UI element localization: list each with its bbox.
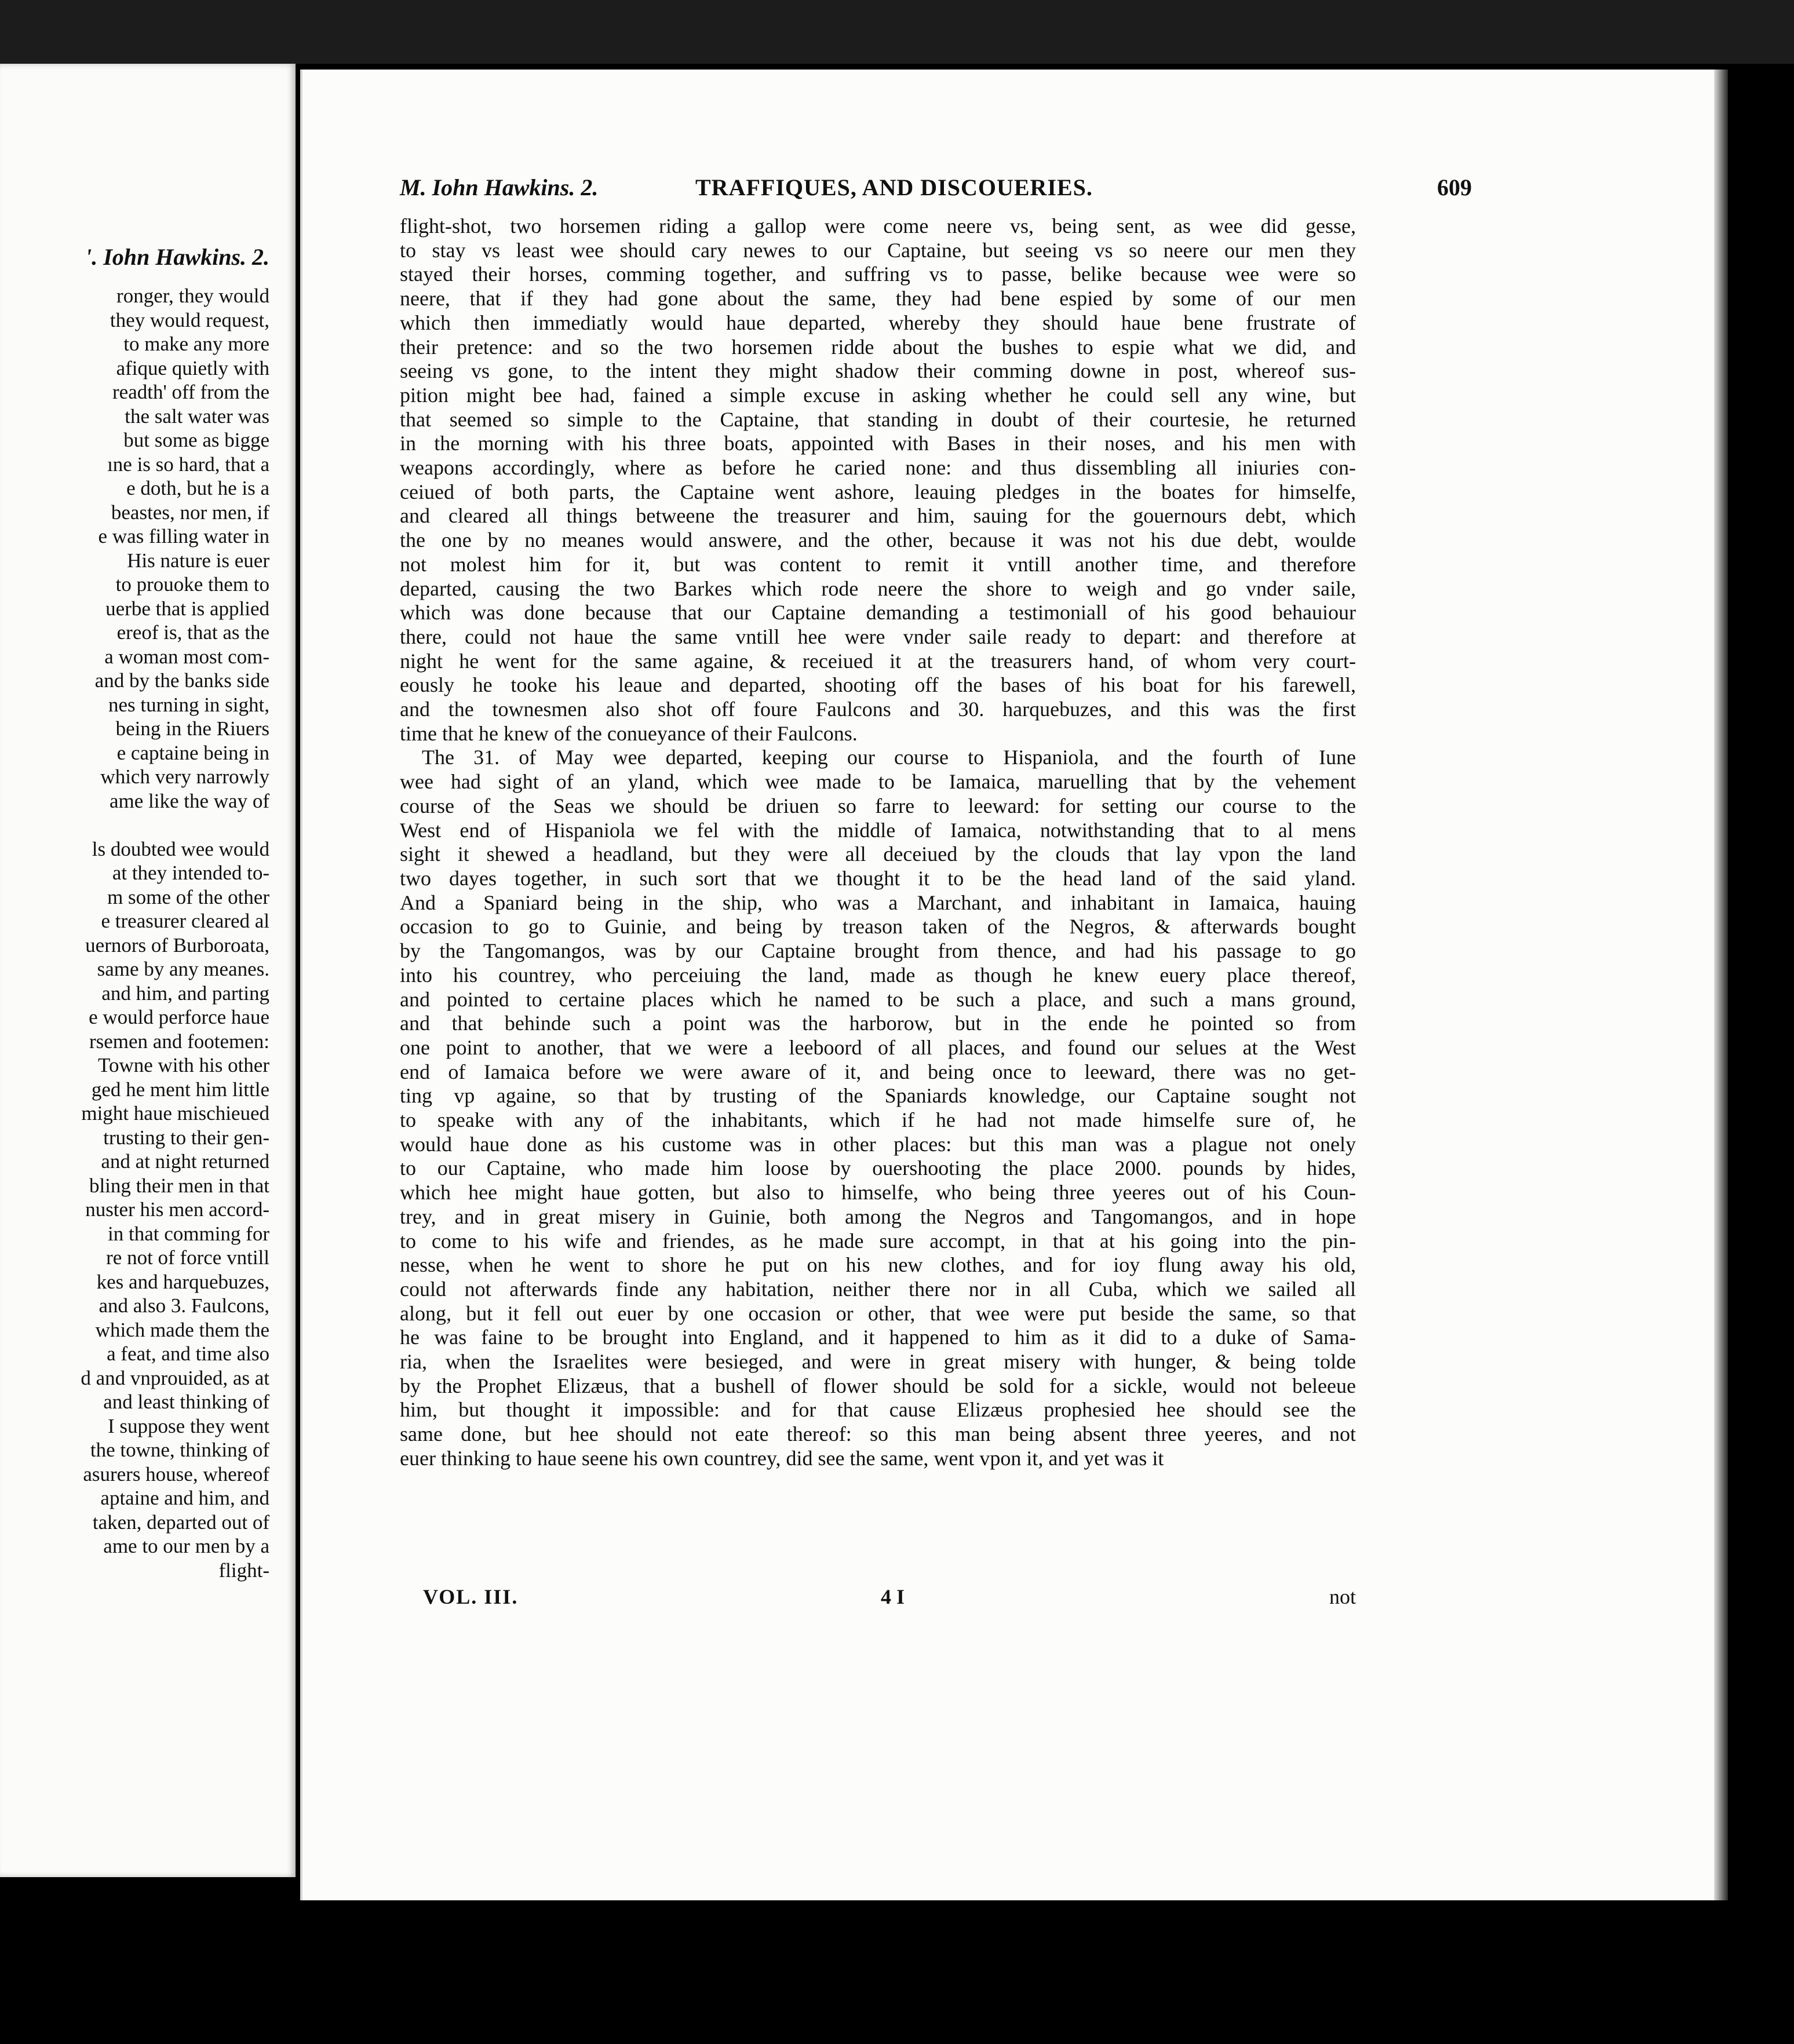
page-edge-shadow [1714,70,1728,1900]
left-text-line: ereof is, that as the [116,621,269,644]
text-line: and the townesmen also shot off foure Faulcons and 30. harquebuzes, and this was the first [400,698,1356,721]
text-line: stayed their horses, comming together, and suffring vs to passe, belike because wee were so [400,262,1356,286]
text-line: their pretence: and so the two horsemen ridde about the bushes to espie what we did, and [400,335,1356,359]
left-page [0,64,296,1877]
left-text-line: and at night returned [101,1150,269,1173]
left-page-text [0,284,269,1582]
text-line: there, could not haue the same vntill hee were vnder saile ready to depart: and therefore at [400,625,1356,648]
text-line: which hee might haue gotten, but also to himselfe, who being three yeeres out of his Coun- [400,1181,1356,1204]
text-line: pition might bee had, fained a simple excuse in asking whether he could sell any wine, but [400,383,1356,407]
text-line: by the Tangomangos, was by our Captaine brought from thence, and had his passage to go [400,939,1356,963]
text-line: to stay vs least wee should cary newes to our Captaine, but seeing vs so neere our men they [400,238,1356,262]
text-line: and that behinde such a point was the harborow, but in the ende he pointed so from [400,1012,1356,1035]
text-line: seeing vs gone, to the intent they might shadow their comming downe in post, whereof sus- [400,359,1356,383]
text-line: ting vp againe, so that by trusting of the Spaniards knowledge, our Captaine sought not [400,1084,1356,1108]
text-line: and pointed to certaine places which he named to be such a place, and such a mans ground, [400,987,1356,1011]
running-head-title: TRAFFIQUES, AND DISCOUERIES. [695,174,1093,200]
scan-border-top [0,0,1794,64]
left-text-line: the towne, thinking of [90,1439,269,1461]
text-line: him, but thought it impossible: and for that cause Elizæus prophesied hee should see the [400,1398,1356,1422]
left-text-line: ame like the way of [109,789,269,812]
left-text-line: ıne is so hard, that a [107,452,269,476]
text-line: flight-shot, two horsemen riding a gallop were come neere vs, being sent, as wee did gesse, [400,214,1356,238]
left-text-line: might haue mischieued [81,1102,269,1125]
text-line: the one by no meanes would answere, and the other, because it was not his due debt, woulde [400,528,1356,552]
text-line: same done, but hee should not eate thereof: so this man being absent three yeeres, and not [400,1422,1356,1446]
left-text-line: the salt water was [125,404,269,428]
text-line: The 31. of May wee departed, keeping our course to Hispaniola, and the fourth of Iune [422,746,1356,769]
left-text-line: ged he ment him little [91,1078,269,1101]
text-line: night he went for the same againe, & receiued it at the treasurers hand, of whom very court- [400,649,1356,673]
text-line: ria, when the Israelites were besieged, and were in great misery with hunger, & being tolde [400,1350,1356,1374]
left-text-line: rsemen and footemen: [89,1030,269,1053]
left-text-line: a feat, and time also [107,1342,269,1365]
text-line: to come to his wife and friendes, as he made sure accompt, in that at his going into the pin- [400,1229,1356,1253]
left-text-line: nuster his men accord- [85,1198,269,1221]
left-text-line: a woman most com- [104,645,269,668]
left-text-line: and also 3. Faulcons, [99,1294,269,1317]
text-line: course of the Seas we should be driuen so farre to leeward: for setting our course to the [400,794,1356,817]
left-text-line: to prouoke them to [115,573,269,596]
left-text-line: e treasurer cleared al [101,910,269,932]
text-line: wee had sight of an yland, which wee made to be Iamaica, maruelling that by the vehement [400,770,1356,794]
running-head-author: M. Iohn Hawkins. 2. [400,174,599,200]
text-line: weapons accordingly, where as before he caried none: and thus dissembling all iniuries con- [400,456,1356,480]
text-line: one point to another, that we were a leeboord of all places, and found our selues at the West [400,1035,1356,1059]
text-line: not molest him for it, but was content to remit it vntill another time, and therefore [400,552,1356,576]
text-line: two dayes together, in such sort that we thought it to be the head land of the said yland. [400,866,1356,890]
text-line: nesse, when he went to shore he put on his new clothes, and for ioy flung away his old, [400,1253,1356,1277]
text-line: along, but it fell out euer by one occasion or other, that wee were put beside the same, so that [400,1301,1356,1325]
text-line: neere, that if they had gone about the same, they had bene espied by some of our men [400,287,1356,311]
left-text-line: kes and harquebuzes, [96,1270,269,1293]
text-line: to our Captaine, who made him loose by ouershooting the place 2000. pounds by hides, [400,1156,1356,1180]
text-line: eously he tooke his leaue and departed, shooting off the bases of his boat for his farewell, [400,673,1356,697]
left-text-line: bling their men in that [89,1174,269,1197]
left-text-line: being in the Riuers [115,717,269,740]
left-text-line [0,813,269,837]
text-line: would haue done as his custome was in other places: but this man was a plague not onely [400,1132,1356,1156]
text-line: into his countrey, who perceiuing the land, made as though he knew euery place thereof, [400,963,1356,987]
text-line: euer thinking to haue seene his own countrey, did see the same, went vpon it, and yet was it [400,1446,1164,1470]
text-line: he was faine to be brought into England, and it happened to him as it did to a duke of Sama- [400,1326,1356,1349]
left-text-line: e captaine being in [116,741,269,764]
left-text-line: re not of force vntill [106,1246,269,1269]
left-text-line: and by the banks side [94,669,269,692]
left-text-line: flight- [218,1558,269,1582]
text-line: And a Spaniard being in the ship, who was a Marchant, and inhabitant in Iamaica, hauing [400,890,1356,914]
left-text-line: His nature is euer [127,549,269,572]
page-footer [400,1585,1356,1614]
text-line: occasion to go to Guinie, and being by treason taken of the Negros, & afterwards bought [400,915,1356,939]
left-text-line: I suppose they went [108,1414,269,1437]
left-text-line: uerbe that is applied [105,597,269,620]
left-text-line: at they intended to- [112,862,269,884]
left-text-line: e was filling water in [98,525,269,548]
left-text-line: afique quietly with [116,356,269,379]
text-line: ceiued of both parts, the Captaine went ashore, leauing pledges in the boates for himselfe, [400,480,1356,503]
volume-label: VOL. III. [423,1585,519,1608]
left-text-line: and least thinking of [103,1390,269,1413]
left-text-line: they would request, [110,308,269,331]
left-text-line: Towne with his other [98,1054,269,1076]
running-head [400,174,1472,204]
left-text-line: e doth, but he is a [126,477,269,499]
page-number: 609 [1437,174,1472,200]
text-line: to speake with any of the inhabitants, which if he had not made himselfe sure of, he [400,1108,1356,1132]
left-text-line: but some as bigge [123,429,269,451]
left-text-line: in that comming for [108,1222,269,1245]
left-text-line: uernors of Burboroata, [85,933,269,957]
text-line: and cleared all things betweene the treasurer and him, sauing for the gouernours debt, which [400,504,1356,528]
left-text-line: d and vnprouided, as at [81,1366,269,1389]
text-line: sight it shewed a headland, but they were all deceiued by the clouds that lay vpon the land [400,842,1356,866]
left-text-line: beastes, nor men, if [111,501,269,524]
left-text-line: e would perforce haue [89,1006,269,1028]
left-text-line: which made them the [95,1318,269,1341]
left-running-head: '. Iohn Hawkins. 2. [85,244,269,270]
text-line: West end of Hispaniola we fel with the middle of Iamaica, notwithstanding that to al mens [400,818,1356,842]
body-text [400,214,1356,1471]
text-line: in the morning with his three boats, appointed with Bases in their noses, and his men with [400,432,1356,455]
left-text-line: and him, and parting [101,981,269,1005]
text-line: end of Iamaica before we were aware of it, and being once to leeward, there was no get- [400,1060,1356,1083]
left-text-line: readth' off from the [112,381,269,403]
signature-mark: 4 I [881,1585,905,1608]
left-text-line: ronger, they would [116,284,269,307]
left-text-line: ame to our men by a [103,1535,269,1557]
text-line: which was done because that our Captaine demanding a testimoniall of his good behauiour [400,601,1356,625]
left-text-line: asurers house, whereof [83,1462,269,1485]
left-text-line: taken, departed out of [92,1510,269,1534]
text-line: departed, causing the two Barkes which rode neere the shore to weigh and go vnder saile, [400,576,1356,600]
text-line: time that he knew of the conueyance of their Faulcons. [400,721,858,745]
left-text-line: aptaine and him, and [100,1487,269,1509]
left-text-line: trusting to their gen- [103,1126,269,1149]
text-line: by the Prophet Elizæus, that a bushell of flower should be sold for a sickle, would not beleeue [400,1374,1356,1397]
text-line: could not afterwards finde any habitation, neither there nor in all Cuba, which we sailed all [400,1277,1356,1301]
left-text-line: m some of the other [107,885,269,908]
left-text-line: ls doubted wee would [92,837,269,860]
left-text-line: same by any meanes. [97,958,269,980]
text-line: which then immediatly would haue departed, whereby they should haue bene frustrate of [400,311,1356,334]
left-text-line: which very narrowly [100,765,269,788]
left-text-line: to make any more [123,333,269,355]
text-line: that seemed so simple to the Captaine, that standing in doubt of their courtesie, he returned [400,407,1356,431]
text-line: trey, and in great misery in Guinie, both among the Negros and Tangomangos, and in hope [400,1204,1356,1228]
catchword: not [1329,1585,1356,1608]
left-text-line: nes turning in sight, [108,693,269,716]
